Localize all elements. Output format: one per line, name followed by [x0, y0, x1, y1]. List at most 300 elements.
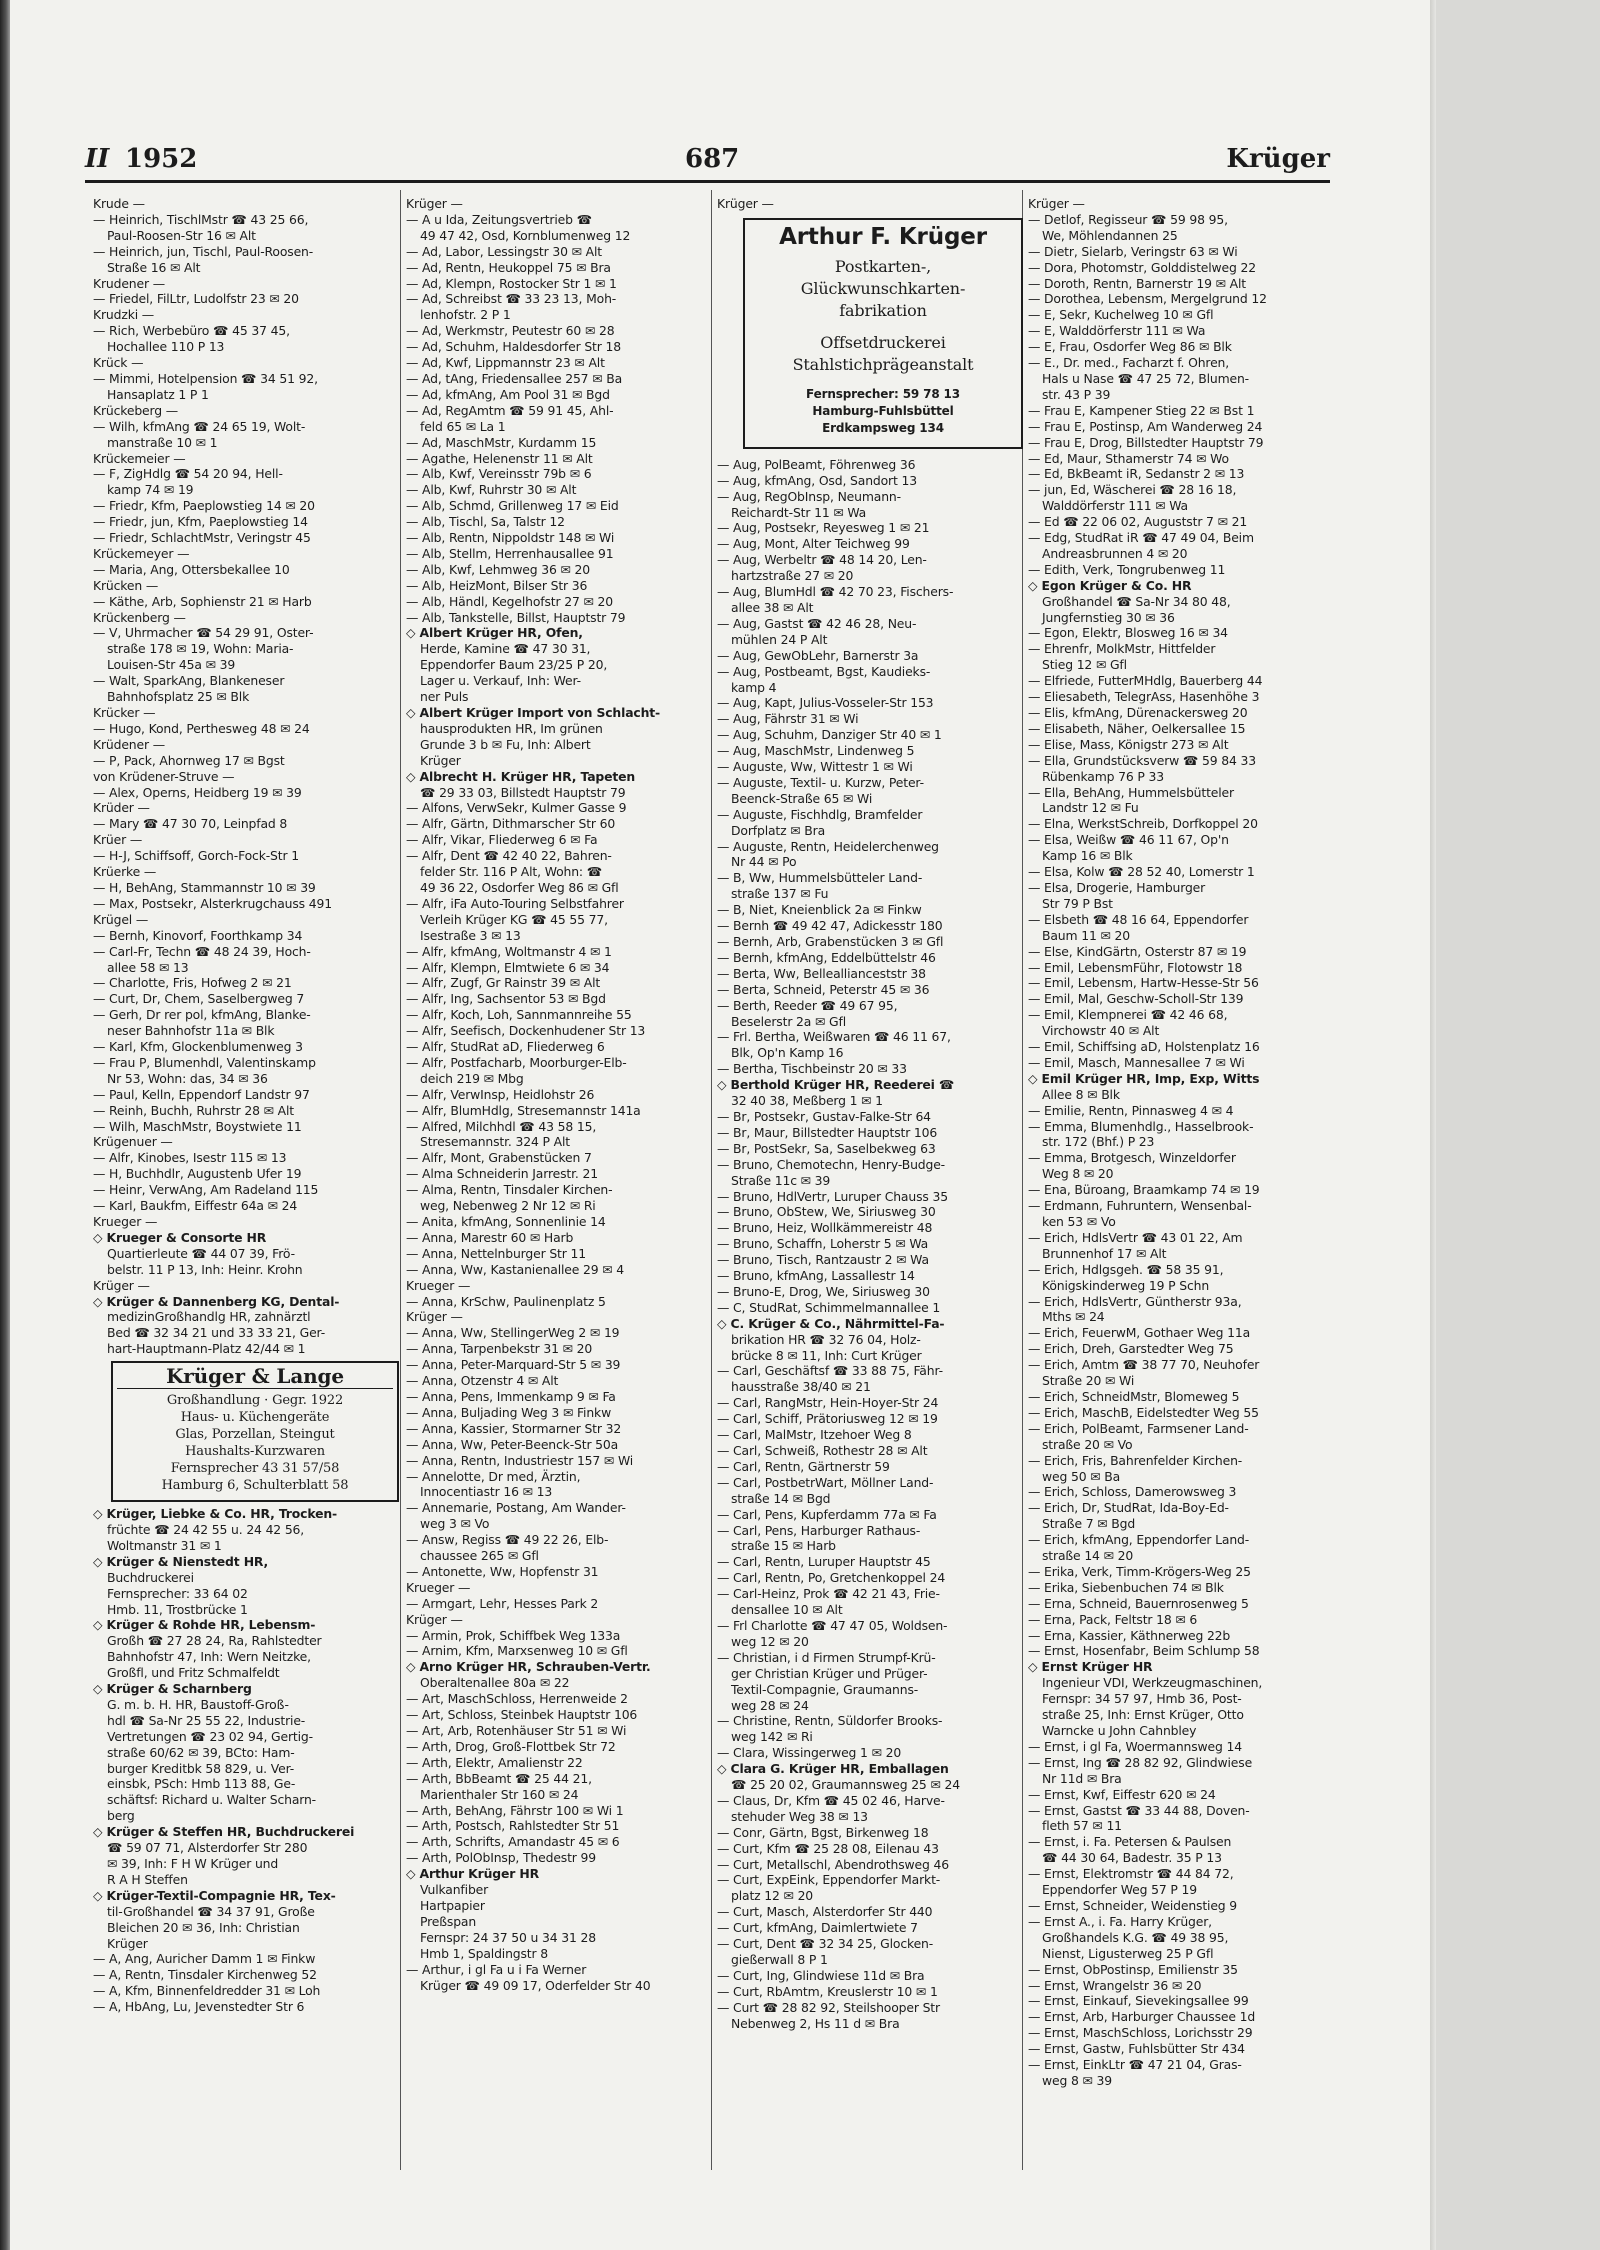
entry-continuation: hartzstraße 27 ✉ 20: [731, 568, 854, 584]
entry-continuation: burger Kreditbk 58 829, u. Ver-: [107, 1760, 295, 1776]
entry-continuation: ger Christian Krüger und Prüger-: [731, 1665, 928, 1681]
directory-entry: — Erich, FeuerwM, Gothaer Weg 11a: [1028, 1325, 1251, 1341]
entry-continuation: straße 20 ✉ Vo: [1042, 1436, 1133, 1452]
entry-continuation: hdl ☎ Sa-Nr 25 55 22, Industrie-: [107, 1712, 306, 1728]
entry-continuation: brikation HR ☎ 32 76 04, Holz-: [731, 1331, 921, 1347]
column-4: [1028, 196, 1334, 2166]
directory-entry: — Ella, BehAng, Hummelsbütteler: [1028, 784, 1234, 800]
entry-continuation: str. 43 P 39: [1042, 386, 1111, 402]
directory-entry: — Alex, Operns, Heidberg 19 ✉ 39: [93, 784, 302, 800]
entry-continuation: straße 25, Inh: Ernst Krüger, Otto: [1042, 1707, 1244, 1723]
ad-title: Arthur F. Krüger: [779, 223, 987, 250]
directory-entry: — Erich, Fris, Bahrenfelder Kirchen-: [1028, 1452, 1243, 1468]
directory-entry: — Erich, kfmAng, Eppendorfer Land-: [1028, 1532, 1250, 1548]
entry-continuation: Buchdruckerei: [107, 1569, 194, 1585]
column-2-entries: [406, 196, 712, 1993]
directory-entry: — Ernst, Ing ☎ 28 82 92, Glindwiese: [1028, 1754, 1253, 1770]
directory-entry: — Emil, LebensmFühr, Flotowstr 18: [1028, 959, 1243, 975]
directory-entry: Krüger —: [406, 196, 463, 211]
directory-entry: — Charlotte, Fris, Hofweg 2 ✉ 21: [93, 975, 292, 991]
entry-continuation: Woltmanstr 31 ✉ 1: [107, 1537, 222, 1553]
directory-entry: — Annelotte, Dr med, Ärztin,: [406, 1468, 581, 1484]
book-spine: [0, 0, 10, 2250]
directory-entry: — Ad, Werkmstr, Peutestr 60 ✉ 28: [406, 323, 615, 339]
directory-entry: Krüger —: [406, 1309, 463, 1325]
firm-entry-line: ◇ Berthold Krüger HR, Reederei ☎: [717, 1077, 955, 1093]
directory-entry: — Bruno-E, Drog, We, Siriusweg 30: [717, 1283, 930, 1299]
directory-entry: — Anna, Buljading Weg 3 ✉ Finkw: [406, 1404, 612, 1420]
entry-continuation: straße 14 ✉ Bgd: [731, 1490, 831, 1506]
entry-continuation: Königskinderweg 19 P Schn: [1042, 1277, 1210, 1293]
directory-entry: — Berth, Reeder ☎ 49 67 95,: [717, 997, 898, 1013]
firm-entry-line: ◇ Albert Krüger Import von Schlacht-: [406, 705, 661, 720]
directory-entry: — Edith, Verk, Tongrubenweg 11: [1028, 561, 1226, 577]
directory-entry: — Alfr, Klempn, Elmtwiete 6 ✉ 34: [406, 959, 610, 975]
directory-entry: — Emil, Mal, Geschw-Scholl-Str 139: [1028, 991, 1244, 1007]
entry-continuation: Rübenkamp 76 P 33: [1042, 768, 1165, 784]
directory-entry: — Alfr, Zugf, Gr Rainstr 39 ✉ Alt: [406, 975, 601, 991]
directory-entry: — Elsbeth ☎ 48 16 64, Eppendorfer: [1028, 911, 1249, 927]
entry-continuation: Oberaltenallee 80a ✉ 22: [420, 1675, 570, 1691]
directory-entry: — Erich, SchneidMstr, Blomeweg 5: [1028, 1388, 1240, 1404]
entry-continuation: deich 219 ✉ Mbg: [420, 1070, 524, 1086]
entry-continuation: Brunnenhof 17 ✉ Alt: [1042, 1245, 1167, 1261]
entry-continuation: str. 172 (Bhf.) P 23: [1042, 1134, 1155, 1150]
entry-continuation: Jungfernstieg 30 ✉ 36: [1042, 609, 1175, 625]
directory-entry: — H-J, Schiffsoff, Gorch-Fock-Str 1: [93, 848, 299, 864]
entry-continuation: ☎ 44 30 64, Badestr. 35 P 13: [1042, 1850, 1222, 1866]
directory-entry: — Carl, Rentn, Luruper Hauptstr 45: [717, 1554, 931, 1570]
directory-entry: — Detlof, Regisseur ☎ 59 98 95,: [1028, 211, 1228, 227]
directory-entry: — Bruno, Heiz, Wollkämmereistr 48: [717, 1220, 933, 1236]
directory-entry: — Art, Schloss, Steinbek Hauptstr 106: [406, 1707, 638, 1723]
directory-entry: — Reinh, Buchh, Ruhrstr 28 ✉ Alt: [93, 1102, 294, 1118]
entry-continuation: neser Bahnhofstr 11a ✉ Blk: [107, 1023, 275, 1039]
directory-entry: — Aug, Kapt, Julius-Vosseler-Str 153: [717, 695, 934, 711]
directory-entry: — Carl, Pens, Kupferdamm 77a ✉ Fa: [717, 1506, 937, 1522]
entry-continuation: kamp 4: [731, 679, 777, 695]
running-head-surname: Krüger: [1226, 144, 1330, 174]
entry-continuation: Textil-Compagnie, Graumanns-: [731, 1681, 919, 1697]
directory-entry: — Erika, Verk, Timm-Krögers-Weg 25: [1028, 1563, 1251, 1579]
volume-number: II: [85, 144, 110, 174]
directory-entry: — Elna, WerkstSchreib, Dorfkoppel 20: [1028, 816, 1258, 832]
directory-entry: — Erich, HdlsVertr ☎ 43 01 22, Am: [1028, 1229, 1243, 1245]
directory-entry: — Curt, Dent ☎ 32 34 25, Glocken-: [717, 1936, 934, 1952]
directory-entry: — Alfr, Mont, Grabenstücken 7: [406, 1150, 592, 1166]
directory-entry: — Elis, kfmAng, Dürenackersweg 20: [1028, 705, 1248, 720]
directory-entry: — Auguste, Rentn, Heidelerchenweg: [717, 838, 939, 854]
directory-entry: — Alfons, VerwSekr, Kulmer Gasse 9: [406, 800, 627, 816]
directory-entry: — Ernst, Gastw, Fuhlsbütter Str 434: [1028, 2041, 1245, 2057]
entry-continuation: lenhofstr. 2 P 1: [420, 307, 511, 323]
directory-entry: — Frau P, Blumenhdl, Valentinskamp: [93, 1054, 316, 1070]
ad-krueger-lange: [111, 1361, 399, 1502]
directory-entry: — Gerh, Dr rer pol, kfmAng, Blanke-: [93, 1007, 311, 1023]
directory-entry: — Anna, Rentn, Industriestr 157 ✉ Wi: [406, 1452, 634, 1468]
directory-entry: Krueger —: [93, 1214, 158, 1229]
entry-continuation: Preßspan: [420, 1913, 477, 1929]
directory-entry: — Arth, PolObInsp, Thedestr 99: [406, 1850, 597, 1866]
directory-entry: — Carl, Schweiß, Rothestr 28 ✉ Alt: [717, 1443, 928, 1458]
entry-continuation: Bahnhofstr 47, Inh: Wern Neitzke,: [107, 1649, 311, 1665]
directory-entry: — Ed, Maur, Sthamerstr 74 ✉ Wo: [1028, 450, 1229, 466]
firm-entry-line: ◇ Albrecht H. Krüger HR, Tapeten: [406, 768, 636, 784]
entry-continuation: Herde, Kamine ☎ 47 30 31,: [420, 641, 591, 657]
ad-line: Glas, Porzellan, Steingut: [175, 1427, 335, 1443]
directory-entry: — Elisabeth, Näher, Oelkersallee 15: [1028, 720, 1246, 736]
directory-entry: — Claus, Dr, Kfm ☎ 45 02 46, Harve-: [717, 1792, 945, 1808]
entry-continuation: Großhandels K.G. ☎ 49 38 95,: [1042, 1929, 1229, 1945]
entry-continuation: berg: [107, 1808, 135, 1824]
directory-entry: — F, ZigHdlg ☎ 54 20 94, Hell-: [93, 466, 283, 482]
directory-entry: — Ernst A., i. Fa. Harry Krüger,: [1028, 1913, 1212, 1929]
directory-entry: — Ed ☎ 22 06 02, Auguststr 7 ✉ 21: [1028, 514, 1248, 530]
entry-continuation: weg 3 ✉ Vo: [420, 1516, 490, 1532]
directory-entry: — Erich, HdlsVertr, Güntherstr 93a,: [1028, 1293, 1242, 1309]
directory-entry: — Heinrich, TischlMstr ☎ 43 25 66,: [93, 211, 309, 227]
entry-continuation: Dorfplatz ✉ Bra: [731, 822, 826, 838]
directory-entry: — Wilh, kfmAng ☎ 24 65 19, Wolt-: [93, 418, 306, 434]
directory-entry: — Karl, Kfm, Glockenblumenweg 3: [93, 1039, 303, 1055]
entry-continuation: ken 53 ✉ Vo: [1042, 1214, 1116, 1229]
directory-entry: — Anna, Ww, Kastanienallee 29 ✉ 4: [406, 1261, 625, 1277]
directory-entry: — Erna, Schneid, Bauernrosenweg 5: [1028, 1595, 1249, 1611]
entry-continuation: hausstraße 38/40 ✉ 21: [731, 1379, 871, 1395]
directory-entry: — Curt, Dr, Chem, Saselbergweg 7: [93, 991, 305, 1007]
directory-entry: Krüger —: [406, 1611, 463, 1627]
directory-entry: — jun, Ed, Wäscherei ☎ 28 16 18,: [1028, 482, 1237, 498]
directory-entry: — Anita, kfmAng, Sonnenlinie 14: [406, 1214, 606, 1229]
firm-entry-line: ◇ Clara G. Krüger HR, Emballagen: [717, 1761, 949, 1777]
directory-entry: — B, Niet, Kneienblick 2a ✉ Finkw: [717, 902, 922, 918]
entry-continuation: Straße 16 ✉ Alt: [107, 259, 201, 275]
directory-entry: Krückemeyer —: [93, 545, 190, 561]
directory-entry: — Auguste, Fischhdlg, Bramfelder: [717, 806, 923, 822]
column-1-entries-continued: [93, 1506, 399, 2015]
directory-entry: — Anna, Peter-Marquard-Str 5 ✉ 39: [406, 1357, 621, 1373]
directory-entry: — Curt, Kfm ☎ 25 28 08, Eilenau 43: [717, 1840, 939, 1856]
directory-entry: — Erdmann, Fuhruntern, Wensenbal-: [1028, 1198, 1252, 1214]
directory-entry: — Alb, Händl, Kegelhofstr 27 ✉ 20: [406, 593, 613, 609]
directory-entry: — Alfr, Dent ☎ 42 40 22, Bahren-: [406, 848, 612, 864]
directory-entry: von Krüdener-Struve —: [93, 768, 235, 784]
firm-entry-line: ◇ Krüger-Textil-Compagnie HR, Tex-: [93, 1887, 336, 1903]
directory-entry: — Alfr, Vikar, Fliederweg 6 ✉ Fa: [406, 832, 598, 848]
directory-entry: — Doroth, Rentn, Barnerstr 19 ✉ Alt: [1028, 275, 1246, 291]
directory-entry: — Br, PostSekr, Sa, Saselbekweg 63: [717, 1140, 936, 1156]
directory-entry: — Clara, Wissingerweg 1 ✉ 20: [717, 1745, 902, 1761]
directory-entry: — Carl, Geschäftsf ☎ 33 88 75, Fähr-: [717, 1363, 943, 1379]
header-rule: [85, 180, 1330, 183]
directory-entry: — Ad, kfmAng, Am Pool 31 ✉ Bgd: [406, 386, 610, 402]
directory-entry: — Auguste, Textil- u. Kurzw, Peter-: [717, 774, 924, 790]
directory-entry: — Mimmi, Hotelpension ☎ 34 51 92,: [93, 370, 318, 386]
firm-entry-line: ◇ Krüger & Dannenberg KG, Dental-: [93, 1293, 340, 1309]
directory-entry: — Anna, Pens, Immenkamp 9 ✉ Fa: [406, 1388, 616, 1404]
directory-entry: — Else, KindGärtn, Osterstr 87 ✉ 19: [1028, 943, 1247, 959]
column-3-entries: [717, 457, 1023, 2032]
entry-continuation: gießerwall 8 P 1: [731, 1952, 828, 1967]
firm-entry-line: ◇ Ernst Krüger HR: [1028, 1659, 1153, 1675]
directory-entry: Krudener —: [93, 275, 165, 291]
directory-entry: — Carl, PostbetrWart, Möllner Land-: [717, 1474, 934, 1490]
directory-entry: — Bertha, Tischbeinstr 20 ✉ 33: [717, 1061, 907, 1077]
entry-continuation: ☎ 25 20 02, Graumannsweg 25 ✉ 24: [731, 1777, 960, 1793]
directory-entry: — Alfr, Ing, Sachsentor 53 ✉ Bgd: [406, 991, 606, 1007]
directory-entry: — Berta, Ww, Belleallianceststr 38: [717, 965, 926, 981]
directory-entry: — Frau E, Drog, Billstedter Hauptstr 79: [1028, 434, 1264, 450]
directory-entry: Krüerke —: [93, 864, 157, 880]
directory-entry: — Egon, Elektr, Blosweg 16 ✉ 34: [1028, 625, 1228, 641]
directory-entry: — Rich, Werbebüro ☎ 45 37 45,: [93, 323, 290, 339]
directory-entry: — Maria, Ang, Ottersbekallee 10: [93, 561, 290, 577]
entry-continuation: hausprodukten HR, Im grünen: [420, 720, 603, 736]
directory-entry: — Erich, Dreh, Garstedter Weg 75: [1028, 1341, 1234, 1357]
entry-continuation: Verleih Krüger KG ☎ 45 55 77,: [420, 911, 608, 927]
entry-continuation: weg 8 ✉ 39: [1042, 2072, 1112, 2088]
firm-entry-line: ◇ Krueger & Consorte HR: [93, 1229, 267, 1245]
directory-entry: — Arth, Postsch, Rahlstedter Str 51: [406, 1818, 620, 1834]
directory-entry: — Arth, BehAng, Fährstr 100 ✉ Wi 1: [406, 1802, 624, 1818]
directory-entry: — Friedr, Kfm, Paeplowstieg 14 ✉ 20: [93, 498, 315, 514]
directory-entry: — Ernst, MaschSchloss, Lorichsstr 29: [1028, 2025, 1253, 2041]
directory-entry: — Friedr, jun, Kfm, Paeplowstieg 14: [93, 514, 308, 530]
directory-entry: — Arnim, Kfm, Marxsenweg 10 ✉ Gfl: [406, 1643, 628, 1659]
directory-entry: — Carl, MalMstr, Itzehoer Weg 8: [717, 1427, 912, 1443]
firm-entry-line: ◇ Emil Krüger HR, Imp, Exp, Witts: [1028, 1070, 1260, 1086]
directory-entry: — A, Rentn, Tinsdaler Kirchenweg 52: [93, 1967, 317, 1983]
directory-entry: — Frau E, Postinsp, Am Wanderweg 24: [1028, 418, 1263, 434]
entry-continuation: Walddörferstr 111 ✉ Wa: [1042, 498, 1188, 514]
entry-continuation: Innocentiastr 16 ✉ 13: [420, 1484, 553, 1500]
directory-entry: — Curt, Metallschl, Abendrothsweg 46: [717, 1856, 949, 1872]
directory-entry: — Curt, ExpEink, Eppendorfer Markt-: [717, 1872, 941, 1888]
directory-entry: — Emilie, Rentn, Pinnasweg 4 ✉ 4: [1028, 1102, 1234, 1118]
directory-entry: — Erich, Dr, StudRat, Ida-Boy-Ed-: [1028, 1500, 1229, 1516]
directory-entry: — Erich, Hdlgsgeh. ☎ 58 35 91,: [1028, 1261, 1224, 1277]
entry-continuation: Hansaplatz 1 P 1: [107, 386, 209, 402]
directory-entry: — Curt ☎ 28 82 92, Steilshooper Str: [717, 1999, 940, 2015]
directory-entry: — Aug, Postsekr, Reyesweg 1 ✉ 21: [717, 520, 930, 536]
directory-entry: Krügel —: [93, 911, 149, 927]
directory-entry: — Bruno, Chemotechn, Henry-Budge-: [717, 1156, 946, 1172]
entry-continuation: Stresemannstr. 324 P Alt: [420, 1134, 570, 1150]
entry-continuation: R A H Steffen: [107, 1871, 188, 1887]
firm-entry-line: ◇ Krüger & Rohde HR, Lebensm-: [93, 1617, 316, 1633]
directory-entry: — Frl. Bertha, Weißwaren ☎ 46 11 67,: [717, 1029, 951, 1045]
entry-continuation: Straße 11c ✉ 39: [731, 1172, 831, 1188]
column-4-entries: [1028, 196, 1334, 2089]
entry-continuation: Großfl, und Fritz Schmalfeldt: [107, 1665, 280, 1681]
directory-entry: — A, Ang, Auricher Damm 1 ✉ Finkw: [93, 1951, 316, 1967]
directory-entry: — Ad, Rentn, Heukoppel 75 ✉ Bra: [406, 259, 611, 275]
directory-entry: — V, Uhrmacher ☎ 54 29 91, Oster-: [93, 625, 314, 641]
directory-entry: — Carl, Rentn, Po, Gretchenkoppel 24: [717, 1570, 946, 1586]
entry-continuation: allee 58 ✉ 13: [107, 959, 189, 975]
directory-entry: — Dietr, Sielarb, Veringstr 63 ✉ Wi: [1028, 243, 1238, 259]
column-1: [93, 196, 399, 2166]
entry-continuation: Lager u. Verkauf, Inh: Wer-: [420, 673, 581, 689]
directory-entry: — E, Sekr, Kuchelweg 10 ✉ Gfl: [1028, 307, 1214, 323]
directory-entry: — Bruno, kfmAng, Lassallestr 14: [717, 1268, 915, 1284]
directory-entry: — Eliesabeth, TelegrAss, Hasenhöhe 3: [1028, 689, 1260, 705]
entry-continuation: Eppendorfer Weg 57 P 19: [1042, 1882, 1197, 1898]
entry-continuation: Nr 53, Wohn: das, 34 ✉ 36: [107, 1070, 268, 1086]
entry-continuation: ☎ 59 07 71, Alsterdorfer Str 280: [107, 1840, 308, 1856]
directory-entry: — Aug, kfmAng, Osd, Sandort 13: [717, 472, 917, 488]
directory-entry: — Bruno, Schaffn, Loherstr 5 ✉ Wa: [717, 1236, 929, 1252]
entry-continuation: 49 47 42, Osd, Kornblumenweg 12: [420, 227, 631, 243]
directory-entry: — Bernh, Arb, Grabenstücken 3 ✉ Gfl: [717, 934, 944, 949]
ad-title: Krüger & Lange: [117, 1369, 393, 1389]
entry-continuation: Hartpapier: [420, 1897, 485, 1913]
entry-continuation: Bed ☎ 32 34 21 und 33 33 21, Ger-: [107, 1325, 326, 1341]
entry-continuation: straße 15 ✉ Harb: [731, 1538, 836, 1554]
firm-entry-line: ◇ Arthur Krüger HR: [406, 1866, 539, 1882]
directory-entry: — Aug, Postbeamt, Bgst, Kaudieks-: [717, 663, 931, 679]
entry-continuation: kamp 74 ✉ 19: [107, 482, 194, 498]
directory-entry: — Antonette, Ww, Hopfenstr 31: [406, 1563, 599, 1579]
directory-entry: — Anna, Nettelnburger Str 11: [406, 1245, 586, 1261]
directory-entry: — Ernst, Kwf, Eiffestr 620 ✉ 24: [1028, 1786, 1216, 1802]
directory-entry: — Aug, RegObInsp, Neumann-: [717, 488, 901, 504]
entry-continuation: G. m. b. H. HR, Baustoff-Groß-: [107, 1696, 289, 1712]
directory-entry: — Alb, Rentn, Nippoldstr 148 ✉ Wi: [406, 530, 615, 546]
entry-continuation: straße 60/62 ✉ 39, BCto: Ham-: [107, 1744, 295, 1760]
column-1-entries: [93, 196, 399, 1357]
entry-continuation: fleth 57 ✉ 11: [1042, 1818, 1122, 1834]
directory-entry: — Anna, KrSchw, Paulinenplatz 5: [406, 1293, 606, 1309]
directory-entry: — Alfr, Kinobes, Isestr 115 ✉ 13: [93, 1150, 287, 1166]
ad-line: Großhandlung · Gegr. 1922: [166, 1393, 344, 1409]
directory-entry: — Elsa, Weißw ☎ 46 11 67, Op'n: [1028, 832, 1229, 848]
entry-continuation: Andreasbrunnen 4 ✉ 20: [1042, 545, 1188, 561]
directory-entry: — Alfr, BlumHdlg, Stresemannstr 141a: [406, 1102, 641, 1118]
directory-entry: — Arth, BbBeamt ☎ 25 44 21,: [406, 1770, 592, 1786]
ad-line: fabrikation: [839, 300, 927, 320]
entry-continuation: schäftsf: Richard u. Walter Scharn-: [107, 1792, 317, 1808]
directory-entry: — Anna, Kassier, Stormarner Str 32: [406, 1420, 622, 1436]
entry-continuation: Str 79 P Bst: [1042, 895, 1113, 911]
directory-entry: — Frau E, Kampener Stieg 22 ✉ Bst 1: [1028, 402, 1255, 418]
entry-continuation: straße 178 ✉ 19, Wohn: Maria-: [107, 641, 294, 657]
column-divider: [400, 190, 401, 2170]
entry-continuation: Warncke u John Cahnbley: [1042, 1723, 1197, 1738]
directory-entry: — Aug, Schuhm, Danziger Str 40 ✉ 1: [717, 727, 942, 743]
directory-entry: — Ernst, i gl Fa, Woermannsweg 14: [1028, 1738, 1242, 1754]
directory-entry: Krüder —: [93, 800, 150, 816]
directory-entry: — Berta, Schneid, Peterstr 45 ✉ 36: [717, 981, 930, 997]
directory-entry: — Ernst, Elektromstr ☎ 44 84 72,: [1028, 1866, 1234, 1882]
entry-continuation: Bleichen 20 ✉ 36, Inh: Christian: [107, 1919, 300, 1935]
firm-entry-line: ◇ Krüger, Liebke & Co. HR, Trocken-: [93, 1506, 337, 1522]
directory-entry: — Anna, Tarpenbekstr 31 ✉ 20: [406, 1341, 593, 1357]
directory-entry: Krude —: [93, 196, 145, 211]
ad-line: Haus- u. Küchengeräte: [180, 1410, 330, 1426]
directory-entry: — Bruno, ObStew, We, Siriusweg 30: [717, 1204, 936, 1220]
entry-continuation: Beselerstr 2a ✉ Gfl: [731, 1013, 847, 1029]
directory-entry: — Ad, tAng, Friedensallee 257 ✉ Ba: [406, 370, 623, 386]
entry-continuation: Louisen-Str 45a ✉ 39: [107, 657, 236, 673]
directory-entry: — Mary ☎ 47 30 70, Leinpfad 8: [93, 816, 288, 832]
directory-entry: — Carl, RangMstr, Hein-Hoyer-Str 24: [717, 1395, 939, 1411]
entry-continuation: Nebenweg 2, Hs 11 d ✉ Bra: [731, 2015, 900, 2031]
entry-continuation: Hochallee 110 P 13: [107, 339, 225, 355]
directory-entry: — Alb, Kwf, Vereinsstr 79b ✉ 6: [406, 466, 592, 482]
entry-continuation: Hmb 1, Spaldingstr 8: [420, 1945, 548, 1961]
entry-continuation: weg 142 ✉ Ri: [731, 1729, 813, 1745]
entry-continuation: allee 38 ✉ Alt: [731, 599, 814, 615]
directory-entry: Krüger —: [1028, 196, 1085, 211]
entry-continuation: Fernspr: 24 37 50 u 34 31 28: [420, 1929, 596, 1945]
entry-continuation: chaussee 265 ✉ Gfl: [420, 1548, 539, 1564]
directory-entry: — B, Ww, Hummelsbütteler Land-: [717, 870, 923, 886]
directory-entry: — Alfr, StudRat aD, Fliederweg 6: [406, 1039, 605, 1055]
column-2: [406, 196, 712, 2166]
directory-entry: — Friedel, FilLtr, Ludolfstr 23 ✉ 20: [93, 291, 299, 307]
directory-entry: — Erich, Amtm ☎ 38 77 70, Neuhofer: [1028, 1357, 1260, 1373]
directory-entry: — Wilh, MaschMstr, Boystwiete 11: [93, 1118, 302, 1134]
directory-entry: — Br, Postsekr, Gustav-Falke-Str 64: [717, 1108, 931, 1124]
entry-continuation: einsbk, PSch: Hmb 113 88, Ge-: [107, 1776, 296, 1792]
entry-continuation: früchte ☎ 24 42 55 u. 24 42 56,: [107, 1521, 305, 1537]
directory-entry: — Aug, PolBeamt, Föhrenweg 36: [717, 456, 916, 472]
entry-continuation: Fernsprecher: 33 64 02: [107, 1585, 248, 1601]
entry-continuation: Vertretungen ☎ 23 02 94, Gertig-: [107, 1728, 313, 1744]
directory-entry: — Alb, Kwf, Lehmweg 36 ✉ 20: [406, 561, 591, 577]
directory-entry: — Ad, Kwf, Lippmannstr 23 ✉ Alt: [406, 355, 605, 371]
ad-contact-line: Erdkampsweg 134: [822, 420, 944, 435]
entry-continuation: weg 50 ✉ Ba: [1042, 1468, 1121, 1484]
entry-continuation: Nr 11d ✉ Bra: [1042, 1770, 1122, 1786]
directory-entry: — Carl, Rentn, Gärtnerstr 59: [717, 1458, 890, 1474]
directory-entry: — A u Ida, Zeitungsvertrieb ☎: [406, 211, 592, 227]
directory-entry: — Art, Arb, Rotenhäuser Str 51 ✉ Wi: [406, 1723, 627, 1738]
directory-entry: — Walt, SparkAng, Blankeneser: [93, 673, 285, 689]
directory-entry: — Carl-Fr, Techn ☎ 48 24 39, Hoch-: [93, 943, 311, 959]
firm-entry-line: ◇ Krüger & Scharnberg: [93, 1681, 252, 1697]
entry-continuation: mühlen 24 P Alt: [731, 631, 828, 647]
firm-entry-line: ◇ Egon Krüger & Co. HR: [1028, 577, 1192, 593]
firm-entry-line: ◇ Krüger & Nienstedt HR,: [93, 1553, 269, 1569]
directory-entry: — Curt, Ing, Glindwiese 11d ✉ Bra: [717, 1967, 925, 1983]
directory-entry: — Erich, PolBeamt, Farmsener Land-: [1028, 1420, 1249, 1436]
directory-entry: — Curt, RbAmtm, Kreuslerstr 10 ✉ 1: [717, 1983, 938, 1999]
directory-entry: — Aug, Mont, Alter Teichweg 99: [717, 536, 910, 552]
directory-entry: — Auguste, Ww, Wittestr 1 ✉ Wi: [717, 759, 913, 775]
column-3: [717, 196, 1023, 2166]
directory-entry: — P, Pack, Ahornweg 17 ✉ Bgst: [93, 752, 285, 768]
entry-continuation: weg 12 ✉ 20: [731, 1633, 809, 1649]
directory-entry: Krückeberg —: [93, 402, 179, 418]
directory-entry: — Ernst, Schneider, Weidenstieg 9: [1028, 1897, 1238, 1913]
firm-entry-line: ◇ C. Krüger & Co., Nährmittel-Fa-: [717, 1315, 945, 1331]
directory-entry: — Carl, Pens, Harburger Rathaus-: [717, 1522, 921, 1538]
directory-entry: — Alb, HeizMont, Bilser Str 36: [406, 577, 588, 593]
ad-lines: [117, 1392, 393, 1494]
entry-continuation: Großhandel ☎ Sa-Nr 34 80 48,: [1042, 593, 1231, 609]
directory-entry: — Ena, Büroang, Braamkamp 74 ✉ 19: [1028, 1182, 1260, 1198]
page-number: 687: [685, 144, 740, 174]
entry-continuation: ner Puls: [420, 689, 469, 705]
entry-continuation: Baum 11 ✉ 20: [1042, 927, 1130, 943]
directory-entry: — Ernst, Einkauf, Sievekingsallee 99: [1028, 1993, 1249, 2009]
directory-entry: Krüger —: [93, 1277, 150, 1293]
directory-entry: — Alb, Kwf, Ruhrstr 30 ✉ Alt: [406, 482, 577, 498]
directory-entry: — Elise, Mass, Königstr 273 ✉ Alt: [1028, 736, 1229, 752]
directory-entry: — Elfriede, FutterMHdlg, Bauerberg 44: [1028, 673, 1263, 689]
